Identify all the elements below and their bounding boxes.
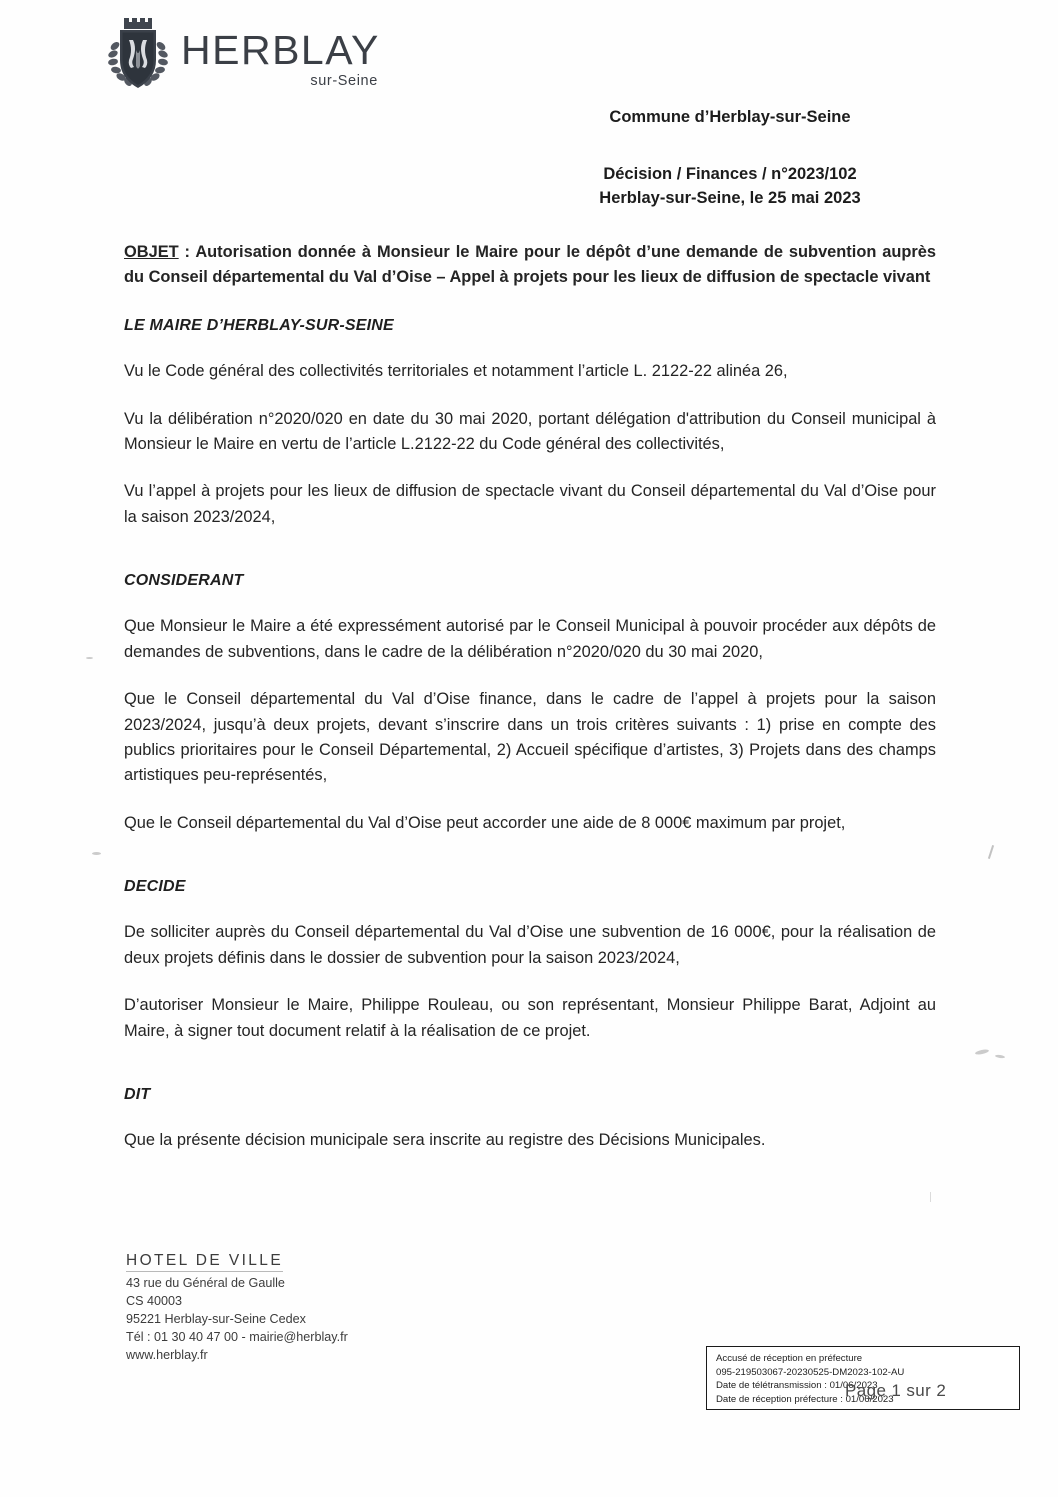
heading-decide: DECIDE xyxy=(124,878,186,896)
heading-le-maire: LE MAIRE D’HERBLAY-SUR-SEINE xyxy=(124,317,394,335)
considerant-paragraph-3: Que le Conseil départemental du Val d’Oise peut accorder une aide de 8 000€ maximum par projet, xyxy=(124,813,846,832)
logo-wordmark xyxy=(181,16,380,89)
considerant-paragraph-2: Que le Conseil départemental du Val d’Oise finance, dans le cadre de l’appel à projets pour la saison 2023/2024, jusqu’à deux projets, devant s’inscrire dans un trois critères suivants : 1) prise en compte des publics prioritaires pour le Conseil Départemental, 2) Accueil spécifique d’artistes, 3) Projets dans des champs artistiques peu-représentés, xyxy=(124,690,936,785)
scan-streak xyxy=(930,1192,931,1202)
place-and-date: Herblay-sur-Seine, le 25 mai 2023 xyxy=(599,188,861,207)
letterhead xyxy=(105,16,380,94)
considerant-paragraph-1: Que Monsieur le Maire a été expressément autorisé par le Conseil Municipal à pouvoir procéder aux dépôts de demandes de subventions, dans le cadre de la délibération n°2020/020 du 30 mai 2020, xyxy=(124,617,936,661)
stamp-line-teletransmission-date: Date de télétransmission : 01/06/2023 xyxy=(716,1380,878,1392)
footer-street: 43 rue du Général de Gaulle xyxy=(126,1276,285,1290)
heading-dit: DIT xyxy=(124,1085,151,1103)
footer-address-lines xyxy=(126,1275,348,1364)
stamp-line-id: 095-219503067-20230525-DM2023-102-AU xyxy=(716,1366,905,1378)
herblay-coat-of-arms-icon xyxy=(105,16,171,94)
scan-speck xyxy=(995,1054,1005,1058)
heading-considerant: CONSIDERANT xyxy=(124,572,244,590)
objet-separator: : xyxy=(178,243,196,261)
objet-paragraph xyxy=(124,240,936,289)
commune-name: Commune d’Herblay-sur-Seine xyxy=(609,108,851,126)
spacer xyxy=(124,1066,936,1086)
dit-paragraph-1: Que la présente décision municipale sera inscrite au registre des Décisions Municipales. xyxy=(124,1130,766,1149)
decide-paragraph-1: De solliciter auprès du Conseil départemental du Val d’Oise une subvention de 16 000€, pour la réalisation de deux projets définis dans le dossier de subvention pour la saison 2023/2024, xyxy=(124,923,936,967)
spacer xyxy=(124,552,936,572)
scan-streak xyxy=(988,845,994,859)
scan-speck xyxy=(86,657,93,659)
objet-label: OBJET xyxy=(124,243,179,261)
document-header xyxy=(520,108,940,211)
footer-title: HOTEL DE VILLE xyxy=(126,1252,283,1272)
decide-paragraph-2: D’autoriser Monsieur le Maire, Philippe Rouleau, ou son représentant, Monsieur Philippe Barat, Adjoint au Maire, à signer tout document relatif à la réalisation de ce projet. xyxy=(124,996,936,1040)
spacer xyxy=(124,858,936,878)
footer-city: 95221 Herblay-sur-Seine Cedex xyxy=(126,1311,306,1326)
scan-speck xyxy=(92,852,101,855)
stamp-line-title: Accusé de réception en préfecture xyxy=(716,1353,863,1364)
logo-wordmark-main: HERBLAY xyxy=(181,27,380,73)
vu-paragraph-3: Vu l’appel à projets pour les lieux de diffusion de spectacle vivant du Conseil départemental du Val d’Oise pour la saison 2023/2024, xyxy=(124,482,936,526)
objet-text: Autorisation donnée à Monsieur le Maire pour le dépôt d’une demande de subvention auprès du Conseil départemental du Val d’Oise – Appel à projets pour les lieux de diffusion de spectacle vivant xyxy=(124,243,937,286)
logo-wordmark-sub: sur-Seine xyxy=(310,73,378,89)
decision-reference: Décision / Finances / n°2023/102 xyxy=(603,165,857,183)
scan-speck xyxy=(975,1049,990,1056)
footer-cs: CS 40003 xyxy=(126,1293,183,1308)
footer-address-block xyxy=(126,1252,348,1364)
document-body xyxy=(124,240,936,1175)
page-number: Page 1 sur 2 xyxy=(845,1381,947,1400)
footer-website: www.herblay.fr xyxy=(126,1347,208,1362)
vu-paragraph-2: Vu la délibération n°2020/020 en date du 30 mai 2020, portant délégation d'attribution du Conseil municipal à Monsieur le Maire en vertu de l’article L.2122-22 du Code général des collectivités, xyxy=(124,409,936,454)
vu-paragraph-1: Vu le Code général des collectivités territoriales et notamment l’article L. 2122-22 alinéa 26, xyxy=(124,362,788,381)
stamp-line-reception-date: Date de réception préfecture : 01/06/2023 xyxy=(716,1393,894,1405)
footer-phone-email: Tél : 01 30 40 47 00 - mairie@herblay.fr xyxy=(126,1329,348,1344)
